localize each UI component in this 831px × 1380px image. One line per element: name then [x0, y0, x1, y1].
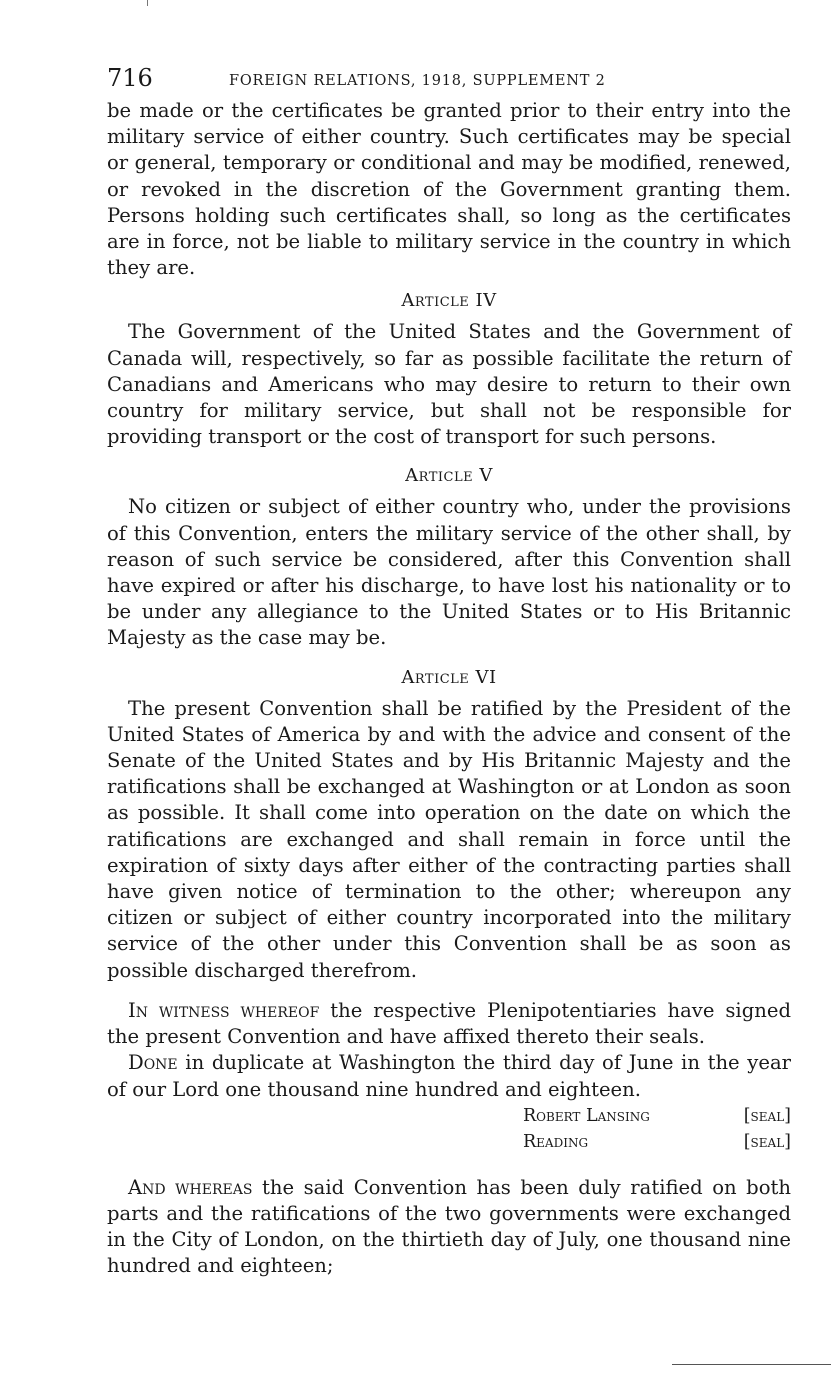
signature-block [523, 1103, 791, 1155]
signature-row [523, 1129, 791, 1155]
done-lead: Done [128, 1051, 178, 1075]
article-text-vi: The present Convention shall be ratified by the President of the United States of America by and with the advice and consent of the Senate of the United States and by His Britannic Majesty and the ratifications shall be exchanged at Washington or at London as soon as possible. It shall come into operation on the date on which the ratifications are exchanged and shall remain in force until the expiration of sixty days after either of the contracting parties shall have given notice of termination to the other; whereupon any citizen or subject of either country incorporated into the military service of the other under this Convention shall be as soon as possible discharged therefrom. [107, 696, 791, 982]
article-text-iv: The Government of the United States and the Government of Canada will, respectively, so far as possible facilitate the return of Canadians and Americans who may desire to return to their own country for military service, but shall not be responsible for providing transport or the cost of transport for such persons. [107, 320, 791, 449]
witness-text: the respective Plenipotentiaries have signed the present Convention and have affixed thereto their seals. [107, 998, 791, 1049]
seal-mark: [seal] [743, 1105, 791, 1126]
article-text-v: No citizen or subject of either country who, under the provisions of this Convention, enters the military service of the other shall, by reason of such service be considered, after this Convention shall have expired or after his discharge, to have lost his nationality or to be under any allegiance to the United States or to His Britannic Majesty as the case may be. [107, 495, 791, 650]
done-paragraph [107, 1050, 791, 1102]
page-number: 716 [107, 64, 153, 92]
article-heading-vi: Article VI [401, 666, 497, 688]
witness-lead: In witness whereof [128, 998, 320, 1022]
scan-mark [147, 0, 148, 6]
signatory-name: Robert Lansing [523, 1105, 650, 1126]
article-heading-iv: Article IV [401, 290, 497, 312]
seal-mark: [seal] [743, 1131, 791, 1152]
footer-rule [672, 1364, 831, 1365]
article-heading-v: Article V [405, 465, 493, 487]
done-text: in duplicate at Washington the third day of June in the year of our Lord one thousand nine hundred and eighteen. [107, 1051, 791, 1101]
running-title: FOREIGN RELATIONS, 1918, SUPPLEMENT 2 [229, 73, 606, 89]
signature-row [523, 1103, 791, 1129]
whereas-lead: And whereas [128, 1175, 253, 1199]
whereas-text: the said Convention has been duly ratified on both parts and the ratifications of the two governments were exchanged in the City of London, on the thirtieth day of July, one thousand nine hundred and eighteen; [107, 1175, 791, 1278]
document-page [107, 64, 791, 1280]
running-head [107, 64, 791, 98]
witness-paragraph [107, 998, 791, 1050]
whereas-paragraph [107, 1175, 791, 1280]
signatory-name: Reading [523, 1131, 589, 1152]
continuation-paragraph: be made or the certificates be granted prior to their entry into the military service of either country. Such certificates may be special or general, temporary or conditional and may be modified, renewed, or revoked in the discretion of the Government granting them. Persons holding such certificates shall, so long as the certificates are in force, not be liable to military service in the country in which they are. [107, 99, 791, 280]
